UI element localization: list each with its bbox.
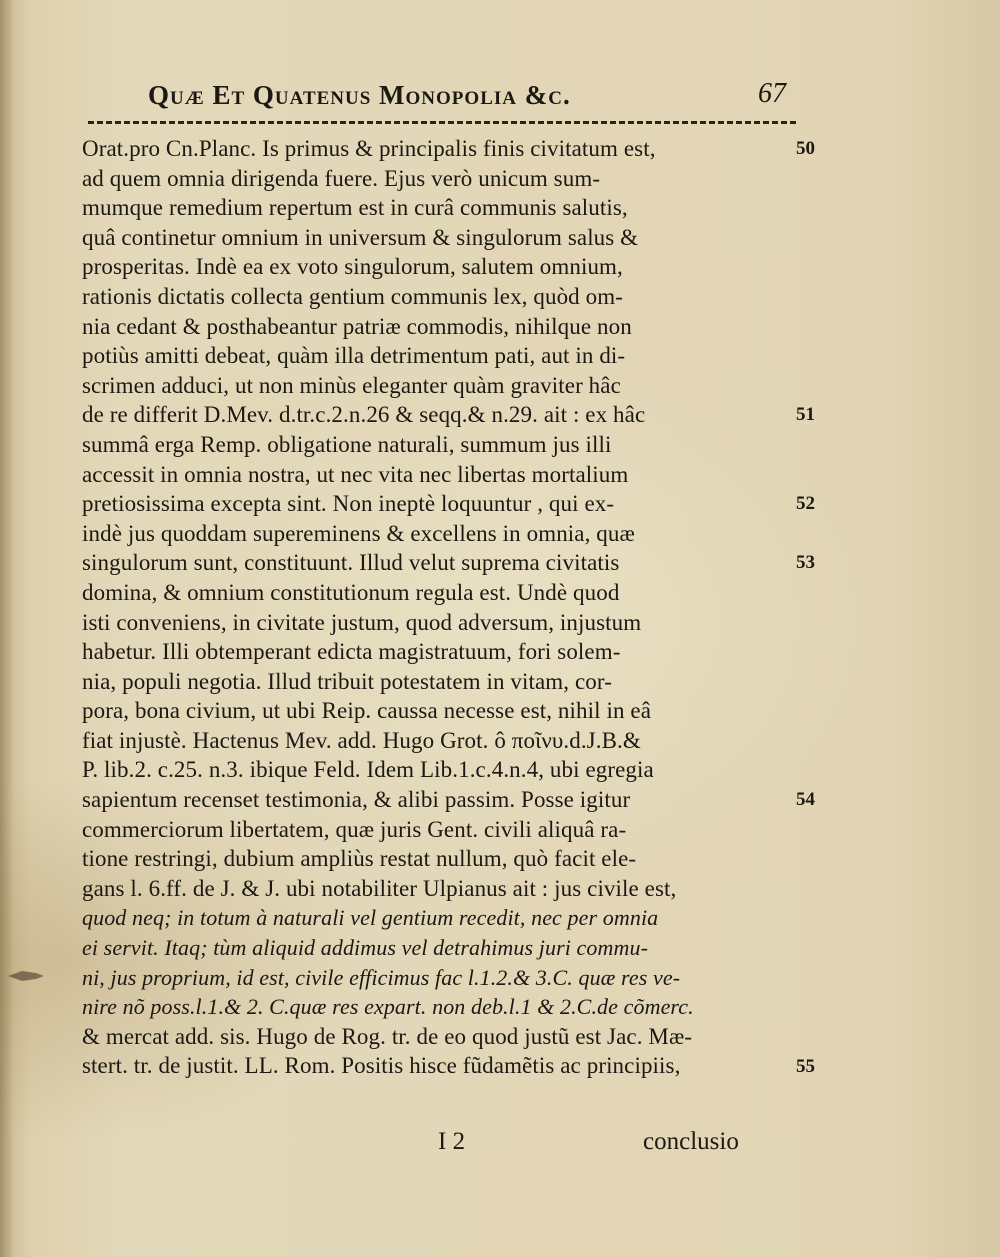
body-text xyxy=(82,134,794,1081)
text-line: commerciorum libertatem, quæ juris Gent. civili aliquâ ra- xyxy=(82,816,627,842)
text-line: habetur. Illi obtemperant edicta magistratuum, fori solem- xyxy=(82,639,621,665)
text-line: accessit in omnia nostra, ut nec vita nec libertas mortalium xyxy=(82,461,629,487)
text-line: gans l. 6.ff. de J. & J. ubi notabiliter Ulpianus ait : jus civile est, xyxy=(82,875,677,901)
margin-paragraph-number: 52 xyxy=(796,493,815,515)
text-line: potiùs amitti debeat, quàm illa detrimentum pati, aut in di- xyxy=(82,343,626,369)
text-line: quâ continetur omnium in universum & singulorum salus & xyxy=(82,224,639,250)
text-line: P. lib.2. c.25. n.3. ibique Feld. Idem Lib.1.c.4.n.4, ubi egregia xyxy=(82,757,654,783)
text-line: & mercat add. sis. Hugo de Rog. tr. de eo quod justũ est Jac. Mæ- xyxy=(82,1023,693,1049)
margin-paragraph-number: 51 xyxy=(796,404,815,426)
text-line: nia cedant & posthabeantur patriæ commodis, nihilque non xyxy=(82,313,632,339)
text-line: Orat.pro Cn.Planc. Is primus & principalis finis civitatum est, xyxy=(82,136,656,161)
text-line: stert. tr. de justit. LL. Rom. Positis hisce fũdamẽtis ac principiis, xyxy=(82,1053,681,1079)
text-line: ad quem omnia dirigenda fuere. Ejus verò unicum sum- xyxy=(82,165,601,191)
text-line: pretiosissima excepta sint. Non ineptè loquuntur , qui ex- xyxy=(82,491,615,517)
text-line: indè jus quoddam supereminens & excellens in omnia, quæ xyxy=(82,520,635,546)
text-line: pora, bona civium, ut ubi Reip. caussa necesse est, nihil in eâ xyxy=(82,698,652,724)
text-line: ni, jus proprium, id est, civile efficimus fac l.1.2.& 3.C. quæ res ve- xyxy=(82,964,681,990)
text-line: isti conveniens, in civitate justum, quod adversum, injustum xyxy=(82,609,642,635)
running-title: Quæ Et Quatenus Monopolia &c. xyxy=(148,80,571,110)
text-line: de re differit D.Mev. d.tr.c.2.n.26 & seqq.& n.29. ait : ex hâc xyxy=(82,402,646,428)
manicule-icon xyxy=(6,965,46,987)
text-line: summâ erga Remp. obligatione naturali, summum jus illi xyxy=(82,431,612,457)
margin-paragraph-number: 53 xyxy=(796,552,815,574)
text-line: fiat injustè. Hactenus Mev. add. Hugo Grot. ô ποῖνυ.d.J.B.& xyxy=(82,727,641,753)
catchword: conclusio xyxy=(643,1128,739,1155)
text-line: tione restringi, dubium ampliùs restat nullum, quò facit ele- xyxy=(82,846,637,872)
page-gutter-shadow xyxy=(0,0,14,1257)
text-line: sapientum recenset testimonia, & alibi passim. Posse igitur xyxy=(82,787,631,813)
page-number: 67 xyxy=(758,78,786,109)
text-line: ei servit. Itaq; tùm aliquid addimus vel detrahimus juri commu- xyxy=(82,935,649,961)
text-line: singulorum sunt, constituunt. Illud velut suprema civitatis xyxy=(82,550,620,576)
signature-mark: I 2 xyxy=(438,1128,466,1155)
text-line: scrimen adduci, ut non minùs eleganter quàm graviter hâc xyxy=(82,372,621,398)
text-line: nire nõ poss.l.1.& 2. C.quæ res expart. non deb.l.1 & 2.C.de cõmerc. xyxy=(82,994,694,1020)
text-line: prosperitas. Indè ea ex voto singulorum, salutem omnium, xyxy=(82,254,623,280)
text-line: nia, populi negotia. Illud tribuit potestatem in vitam, cor- xyxy=(82,668,612,694)
header-rule xyxy=(88,121,796,124)
text-line: mumque remedium repertum est in curâ communis salutis, xyxy=(82,195,628,221)
margin-paragraph-number: 50 xyxy=(796,138,815,159)
text-line: quod neq; in totum à naturali vel gentium recedit, nec per omnia xyxy=(82,905,659,931)
margin-paragraph-number: 54 xyxy=(796,789,815,811)
margin-paragraph-number: 55 xyxy=(796,1055,815,1077)
text-line: rationis dictatis collecta gentium communis lex, quòd om- xyxy=(82,283,623,309)
text-line: domina, & omnium constitutionum regula est. Undè quod xyxy=(82,579,620,605)
